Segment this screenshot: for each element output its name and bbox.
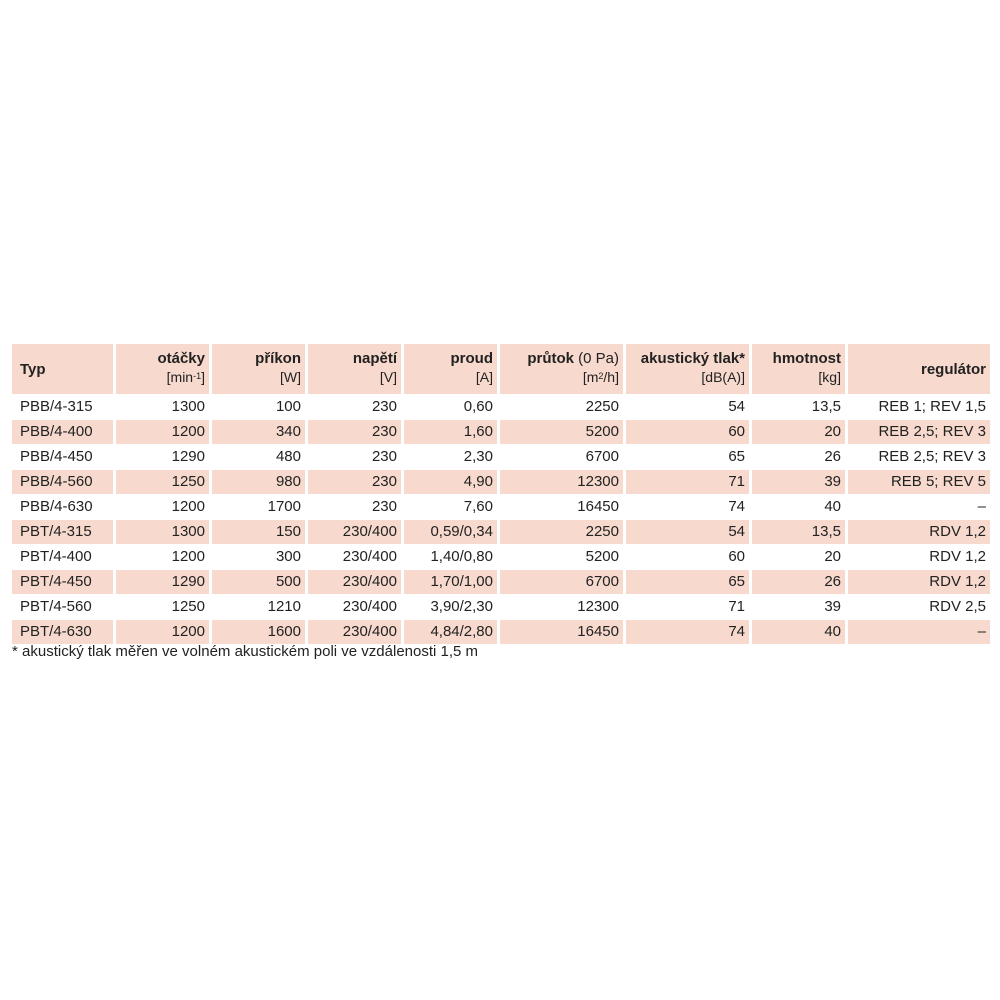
table-cell: 6700 [500, 569, 626, 594]
table-cell: 230 [308, 444, 404, 469]
table-cell: 74 [626, 619, 752, 644]
table-cell: 65 [626, 569, 752, 594]
table-row [12, 419, 990, 444]
table-cell: 7,60 [404, 494, 500, 519]
table-cell: 71 [626, 594, 752, 619]
table-cell: 1,60 [404, 419, 500, 444]
table-cell: 60 [626, 419, 752, 444]
table-cell: 230 [308, 419, 404, 444]
header-otacky: otáčky $[\min^{-1}]$ [116, 344, 212, 394]
table-cell: 3,90/2,30 [404, 594, 500, 619]
table-cell: RDV 1,2 [848, 519, 990, 544]
table-cell: 16450 [500, 619, 626, 644]
table-cell: 230/400 [308, 619, 404, 644]
table-cell: 20 [752, 544, 848, 569]
table-cell: 150 [212, 519, 308, 544]
table-cell: 1300 [116, 394, 212, 419]
table-row [12, 394, 990, 419]
table-cell: REB 1; REV 1,5 [848, 394, 990, 419]
table-cell: 60 [626, 544, 752, 569]
table-cell: 5200 [500, 544, 626, 569]
table-cell: 230/400 [308, 569, 404, 594]
header-regulator: regulátor [848, 344, 990, 394]
table-cell: PBB/4-315 [12, 394, 116, 419]
table-cell: RDV 2,5 [848, 594, 990, 619]
table-cell: 1290 [116, 444, 212, 469]
table-cell: 230 [308, 494, 404, 519]
table-cell: REB 2,5; REV 3 [848, 444, 990, 469]
table-cell: 980 [212, 469, 308, 494]
table-row [12, 444, 990, 469]
table-cell: 26 [752, 569, 848, 594]
table-cell: 16450 [500, 494, 626, 519]
table-cell: 230/400 [308, 519, 404, 544]
table-cell: 2,30 [404, 444, 500, 469]
table-cell: PBT/4-400 [12, 544, 116, 569]
table-cell: PBB/4-450 [12, 444, 116, 469]
table-cell: 5200 [500, 419, 626, 444]
header-napeti: napětí [V] [308, 344, 404, 394]
table-cell: 340 [212, 419, 308, 444]
table-cell: 1200 [116, 494, 212, 519]
table-row [12, 544, 990, 569]
table-cell: PBT/4-450 [12, 569, 116, 594]
table-cell: 20 [752, 419, 848, 444]
spec-table-container [12, 344, 986, 644]
table-cell: 100 [212, 394, 308, 419]
table-cell: 2250 [500, 394, 626, 419]
table-cell: 13,5 [752, 519, 848, 544]
table-cell: 65 [626, 444, 752, 469]
table-row [12, 519, 990, 544]
table-row [12, 594, 990, 619]
table-cell: 71 [626, 469, 752, 494]
table-cell: – [848, 494, 990, 519]
table-row [12, 469, 990, 494]
table-cell: 74 [626, 494, 752, 519]
table-cell: 39 [752, 469, 848, 494]
table-cell: 230/400 [308, 594, 404, 619]
table-cell: 1200 [116, 619, 212, 644]
table-cell: 1210 [212, 594, 308, 619]
table-cell: RDV 1,2 [848, 569, 990, 594]
table-cell: 54 [626, 394, 752, 419]
spec-table [12, 344, 990, 644]
header-proud: proud [A] [404, 344, 500, 394]
table-cell: 0,60 [404, 394, 500, 419]
table-cell: 2250 [500, 519, 626, 544]
table-cell: 12300 [500, 469, 626, 494]
table-cell: 4,90 [404, 469, 500, 494]
table-cell: 1250 [116, 594, 212, 619]
table-cell: PBB/4-630 [12, 494, 116, 519]
table-cell: 1600 [212, 619, 308, 644]
table-cell: 40 [752, 494, 848, 519]
table-cell: 54 [626, 519, 752, 544]
table-cell: 230 [308, 469, 404, 494]
header-row [12, 344, 990, 394]
table-cell: 13,5 [752, 394, 848, 419]
table-cell: PBT/4-315 [12, 519, 116, 544]
table-cell: REB 2,5; REV 3 [848, 419, 990, 444]
table-cell: 1,70/1,00 [404, 569, 500, 594]
table-cell: 230/400 [308, 544, 404, 569]
footnote: * akustický tlak měřen ve volném akustickém poli ve vzdálenosti 1,5 m [12, 643, 479, 660]
table-cell: 1250 [116, 469, 212, 494]
table-cell: 40 [752, 619, 848, 644]
table-cell: 0,59/0,34 [404, 519, 500, 544]
table-row [12, 619, 990, 644]
table-body [12, 394, 990, 644]
header-prikon: příkon [W] [212, 344, 308, 394]
header-prutok: průtok (0 Pa) $[m^2/h]$ [500, 344, 626, 394]
header-akusticky-tlak: akustický tlak* [dB(A)] [626, 344, 752, 394]
table-cell: PBT/4-630 [12, 619, 116, 644]
table-cell: 1300 [116, 519, 212, 544]
header-typ: Typ [12, 344, 116, 394]
table-cell: 6700 [500, 444, 626, 469]
table-cell: REB 5; REV 5 [848, 469, 990, 494]
table-cell: 12300 [500, 594, 626, 619]
table-cell: RDV 1,2 [848, 544, 990, 569]
table-cell: 1200 [116, 419, 212, 444]
header-hmotnost: hmotnost [kg] [752, 344, 848, 394]
table-cell: 230 [308, 394, 404, 419]
table-cell: 480 [212, 444, 308, 469]
table-cell: 300 [212, 544, 308, 569]
table-cell: 1,40/0,80 [404, 544, 500, 569]
table-cell: 1290 [116, 569, 212, 594]
table-cell: 26 [752, 444, 848, 469]
table-cell: 1700 [212, 494, 308, 519]
table-row [12, 494, 990, 519]
table-cell: 39 [752, 594, 848, 619]
table-cell: 500 [212, 569, 308, 594]
table-cell: 4,84/2,80 [404, 619, 500, 644]
table-cell: PBB/4-400 [12, 419, 116, 444]
table-cell: PBB/4-560 [12, 469, 116, 494]
table-row [12, 569, 990, 594]
table-cell: 1200 [116, 544, 212, 569]
table-cell: – [848, 619, 990, 644]
table-cell: PBT/4-560 [12, 594, 116, 619]
